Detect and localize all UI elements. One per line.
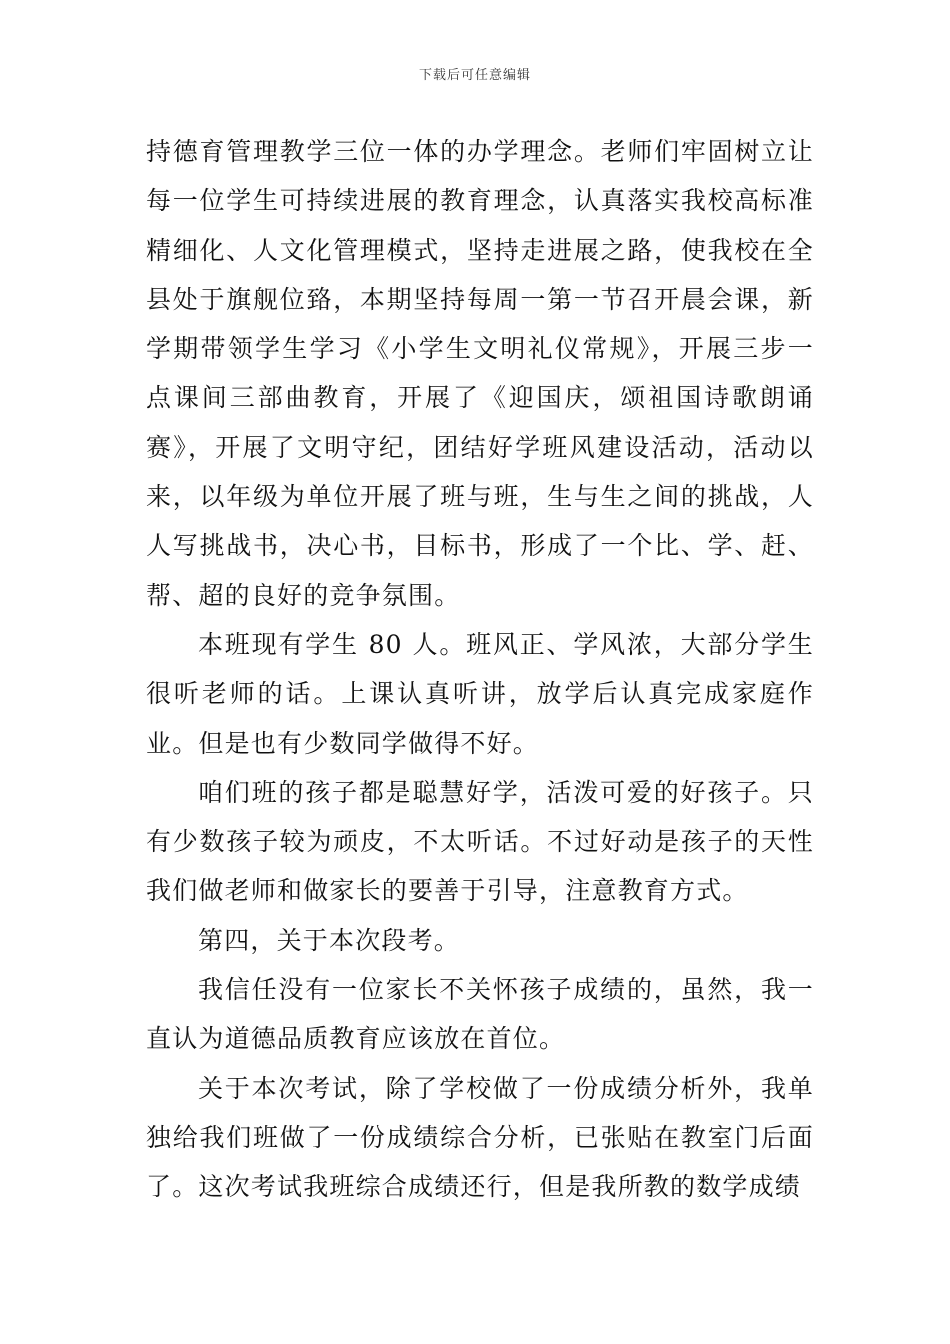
paragraph-5: 我信任没有一位家长不关怀孩子成绩的，虽然，我一直认为道德品质教育应该放在首位。 <box>146 975 814 1054</box>
page-header: 下载后可任意编辑 <box>418 68 531 83</box>
paragraph-1: 持德育管理教学三位一体的办学理念。老师们牢固树立让每一位学生可持续进展的教育理念，认真落实我校高标准精细化、人文化管理模式，坚持走进展之路，使我校在全县处于旗舰位臵，本期坚持每周一第一节召开晨会课，新学期带领学生学习《小学生文明礼仪常规》，开展三步一点课间三部曲教育，开展了《迎国庆，颂祖国诗歌朗诵赛》，开展了文明守纪，团结好学班风建设活动，活动以来，以年级为单位开展了班与班，生与生之间的挑战，人人写挑战书，决心书，目标书，形成了一个比、学、赶、帮、超的良好的竞争氛围。 <box>146 137 814 610</box>
paragraph-3: 咱们班的孩子都是聪慧好学，活泼可爱的好孩子。只有少数孩子较为顽皮，不太听话。不过好动是孩子的天性我们做老师和做家长的要善于引导，注意教育方式。 <box>146 777 814 906</box>
paragraph-2: 本班现有学生 80 人。班风正、学风浓，大部分学生很听老师的话。上课认真听讲，放学后认真完成家庭作业。但是也有少数同学做得不好。 <box>146 629 814 758</box>
document-body <box>146 127 814 1212</box>
paragraph-6: 关于本次考试，除了学校做了一份成绩分析外，我单独给我们班做了一份成绩综合分析，已张贴在教室门后面了。这次考试我班综合成绩还行，但是我所教的数学成绩 <box>146 1073 814 1202</box>
paragraph-4: 第四，关于本次段考。 <box>198 925 461 955</box>
